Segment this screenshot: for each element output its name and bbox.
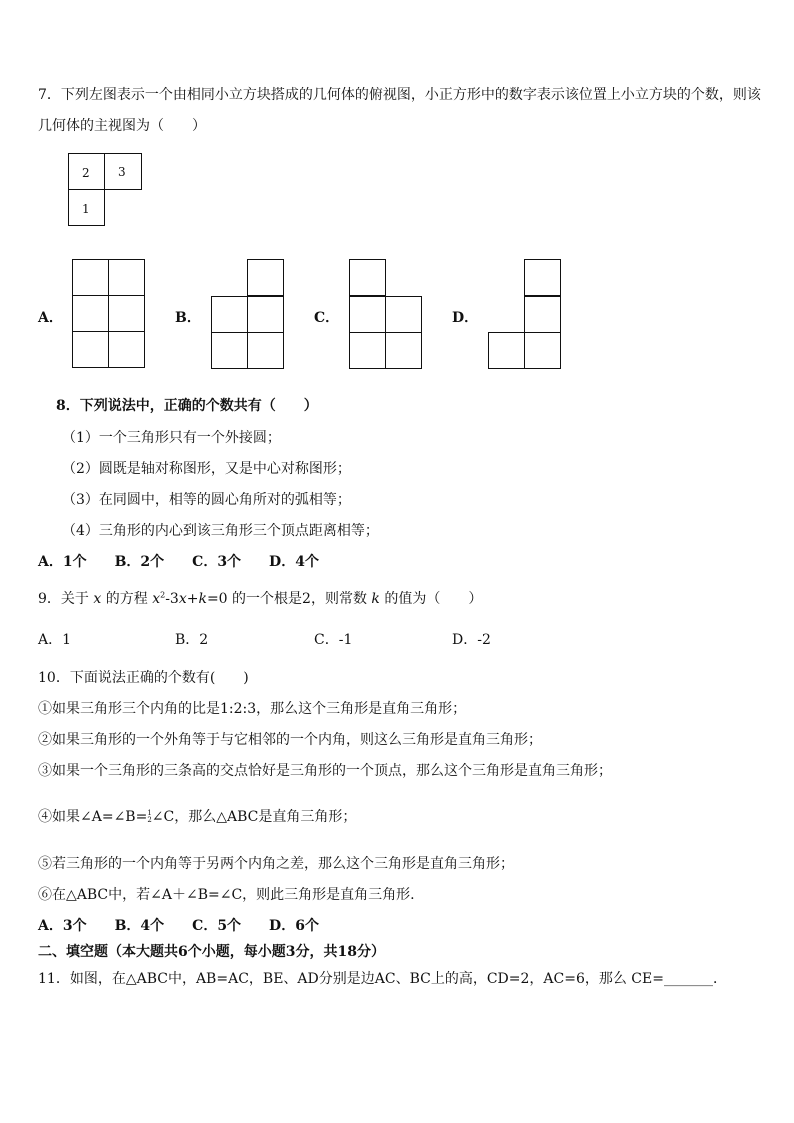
fraction-denominator: 2: [147, 816, 152, 824]
q9-eq-plus: +: [186, 591, 199, 607]
cube-face: [211, 332, 248, 369]
top-view-cell: [104, 153, 142, 190]
cube-face: [247, 332, 284, 369]
cube-face: [247, 296, 284, 333]
q10-options: A．3个 B．4个 C．5个 D．6个: [38, 918, 319, 934]
cube-face: [72, 331, 109, 368]
q11-stem: 11．如图，在△ABC中，AB=AC，BE、AD分别是边AC、BC上的高，CD=2，AC=6，那么 CE=_______．: [38, 971, 727, 987]
cube-face: [108, 331, 145, 368]
q9-option-d: D．-2: [452, 632, 491, 648]
q9-eq-exponent: 2: [160, 590, 166, 600]
q10-stem: 10．下面说法正确的个数有( ): [38, 670, 249, 686]
q9-eq-part: -3: [165, 591, 179, 607]
cube-face: [488, 332, 525, 369]
q10-statement-1: ①如果三角形三个内角的比是1:2:3，那么这个三角形是直角三角形；: [38, 701, 467, 717]
option-b-label: B．: [175, 310, 201, 326]
top-view-number: 1: [82, 202, 90, 216]
q10-s4-text: ∠C，那么△ABC是直角三角形；: [151, 809, 357, 825]
q8-statement: （1）一个三角形只有一个外接圆；: [62, 430, 281, 446]
q8-statement: （3）在同圆中，相等的圆心角所对的弧相等；: [62, 492, 351, 508]
option-a-label: A．: [38, 310, 63, 326]
q9-stem: [38, 588, 482, 608]
q10-statement-3: ③如果一个三角形的三条高的交点恰好是三角形的一个顶点，那么这个三角形是直角三角形；: [38, 763, 612, 779]
q10-statement-5: ⑤若三角形的一个内角等于另两个内角之差，那么这个三角形是直角三角形；: [38, 856, 514, 872]
cube-face: [524, 259, 561, 296]
q9-var-k: k: [371, 591, 380, 607]
cube-face: [385, 296, 422, 333]
q9-var-x: x: [93, 591, 102, 607]
q8-options: A．1个 B．2个 C．3个 D．4个: [38, 554, 319, 570]
cube-face: [72, 295, 109, 332]
q9-eq-x2: x: [178, 591, 187, 607]
q9-eq-k: k: [198, 591, 207, 607]
q10-s4-text: ④如果∠A=∠B=: [38, 809, 148, 825]
cube-face: [385, 332, 422, 369]
q9-eq-part: =0 的一个根是2，则常数: [206, 591, 367, 607]
q7-stem-line2: 几何体的主视图为（ ）: [38, 118, 206, 134]
q8-statement: （2）圆既是轴对称图形，又是中心对称图形；: [62, 461, 351, 477]
q7-stem-line1: 7．下列左图表示一个由相同小立方块搭成的几何体的俯视图，小正方形中的数字表示该位置上小立方块的个数，则该: [38, 87, 761, 103]
top-view-number: 2: [82, 166, 90, 180]
q9-option-b: B．2: [175, 632, 209, 648]
q10-statement-6: ⑥在△ABC中，若∠A＋∠B=∠C，则此三角形是直角三角形.: [38, 887, 415, 903]
option-c-label: C．: [314, 310, 340, 326]
cube-face: [349, 259, 386, 296]
cube-face: [524, 296, 561, 333]
q9-option-a: A．1: [38, 632, 72, 648]
q9-option-c: C．-1: [314, 632, 353, 648]
q8-statement: （4）三角形的内心到该三角形三个顶点距离相等；: [62, 523, 379, 539]
cube-face: [211, 296, 248, 333]
cube-face: [247, 259, 284, 296]
q9-eq-x: x: [152, 591, 161, 607]
top-view-number: 3: [118, 165, 126, 179]
cube-face: [524, 332, 561, 369]
cube-face: [349, 296, 386, 333]
fraction-numerator: 1: [147, 809, 152, 817]
q9-text: 的方程: [105, 591, 148, 607]
top-view-cell: [68, 189, 105, 226]
cube-face: [349, 332, 386, 369]
q10-statement-4: [38, 806, 356, 826]
option-d-label: D．: [452, 310, 479, 326]
cube-face: [108, 295, 145, 332]
cube-face: [108, 259, 145, 296]
q9-text: 9．关于: [38, 591, 89, 607]
q8-stem: 8．下列说法中，正确的个数共有（ ）: [56, 398, 318, 414]
top-view-cell: [68, 153, 105, 190]
cube-face: [72, 259, 109, 296]
section-heading: 二、填空题（本大题共6个小题，每小题3分，共18分）: [38, 944, 385, 960]
q10-statement-2: ②如果三角形的一个外角等于与它相邻的一个内角，则这么三角形是直角三角形；: [38, 732, 542, 748]
q9-text: 的值为（ ）: [384, 591, 483, 607]
